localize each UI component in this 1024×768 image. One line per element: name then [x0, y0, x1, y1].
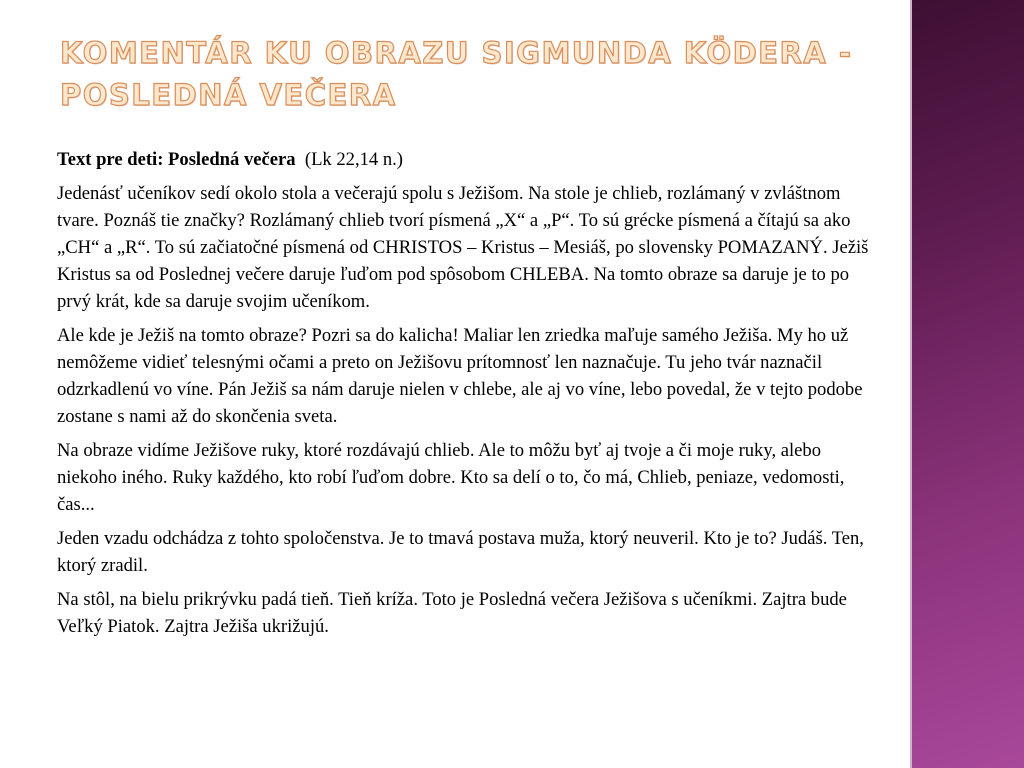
slide-body — [57, 146, 877, 647]
paragraph-5: Na stôl, na bielu prikrývku padá tieň. Tieň kríža. Toto je Posledná večera Ježišova s učeníkmi. Zajtra bude Veľký Piatok. Zajtra Ježiša ukrižujú. — [57, 589, 847, 637]
paragraph-3: Na obraze vidíme Ježišove ruky, ktoré rozdávajú chlieb. Ale to môžu byť aj tvoje a či moje ruky, alebo niekoho iného. Ruky každého, kto robí ľuďom dobre. Kto sa delí o to, čo má, Chlieb, peniaze, vedomosti, čas... — [57, 440, 845, 515]
subheading-reference: (Lk 22,14 n.) — [304, 149, 403, 170]
paragraph-1: Jedenásť učeníkov sedí okolo stola a večerajú spolu s Ježišom. Na stole je chlieb, rozlámaný v zvláštnom tvare. Poznáš tie značky? Rozlámaný chlieb tvorí písmená „X“ a „P“. To sú grécke písmená a čítajú sa ako „CH“ a „R“. To sú začiatočné písmená od CHRISTOS – Kristus – Mesiáš, po slovensky POMAZANÝ. Ježiš Kristus sa od Poslednej večere daruje ľuďom pod spôsobom CHLEBA. Na tomto obraze sa daruje je to po prvý krát, kde sa daruje svojim učeníkom. — [57, 183, 869, 312]
subheading-label: Text pre deti: Posledná večera — [57, 149, 296, 170]
paragraph-4: Jeden vzadu odchádza z tohto spoločenstva. Je to tmavá postava muža, ktorý neuveril. Kto je to? Judáš. Ten, ktorý zradil. — [57, 528, 864, 576]
slide-title: KOMENTÁR KU OBRAZU SIGMUNDA KÖDERA - POSLEDNÁ VEČERA — [60, 36, 853, 112]
subheading — [57, 146, 877, 173]
paragraph-2: Ale kde je Ježiš na tomto obraze? Pozri sa do kalicha! Maliar len zriedka maľuje samého Ježiša. My ho už nemôžeme vidieť telesnými očami a preto on Ježišovu prítomnosť len naznačuje. Tu jeho tvár naznačil odzrkadlenú vo víne. Pán Ježiš sa nám daruje nielen v chlebe, ale aj vo víne, lebo povedal, že v tejto podobe zostane s nami až do skončenia sveta. — [57, 325, 863, 427]
decorative-side-band — [912, 0, 1024, 768]
